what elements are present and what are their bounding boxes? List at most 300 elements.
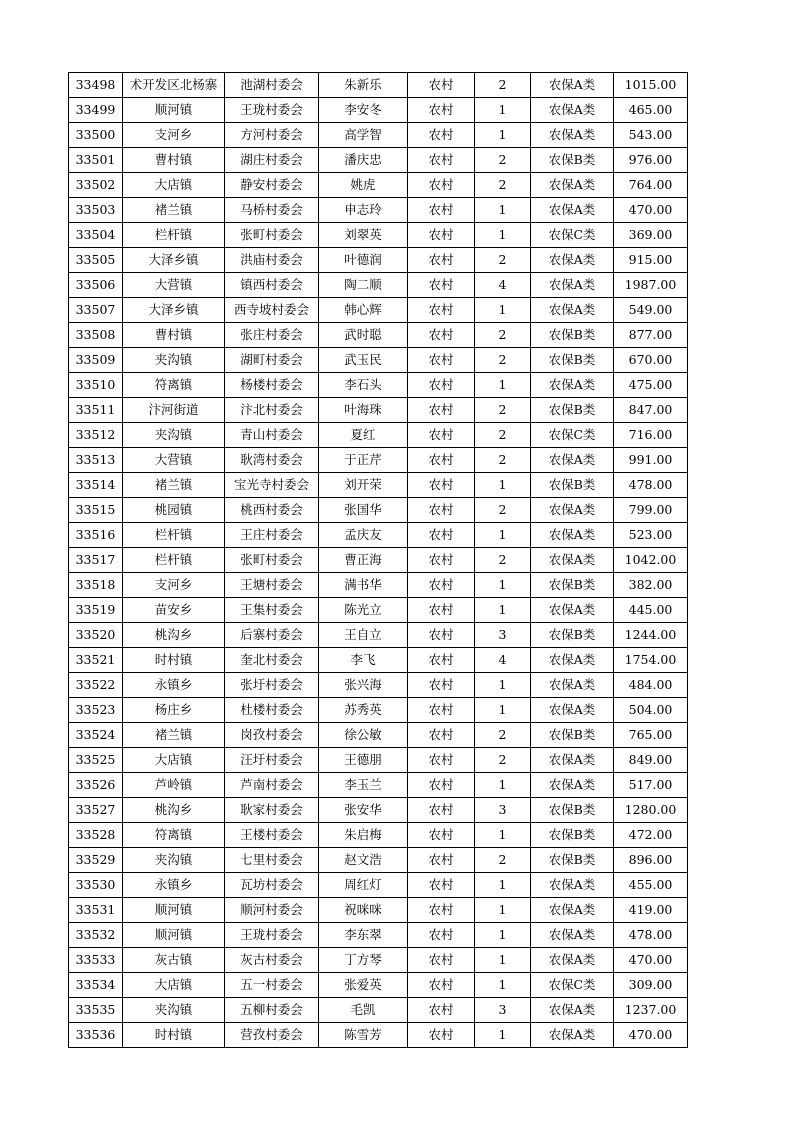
household-count-cell: 1 [475,473,531,498]
village-committee-cell: 湖町村委会 [225,348,319,373]
person-name-cell: 潘庆忠 [319,148,408,173]
village-committee-cell: 七里村委会 [225,848,319,873]
insurance-category-cell: 农保A类 [531,373,614,398]
record-id-cell: 33507 [69,298,123,323]
insurance-category-cell: 农保A类 [531,598,614,623]
person-name-cell: 徐公敏 [319,723,408,748]
person-name-cell: 毛凯 [319,998,408,1023]
table-row [69,873,688,898]
household-count-cell: 1 [475,373,531,398]
amount-cell: 1237.00 [614,998,688,1023]
amount-cell: 419.00 [614,898,688,923]
township-cell: 夹沟镇 [123,423,225,448]
household-count-cell: 2 [475,423,531,448]
record-id-cell: 33499 [69,98,123,123]
insurance-category-cell: 农保A类 [531,548,614,573]
township-cell: 夹沟镇 [123,348,225,373]
area-type-cell: 农村 [408,773,475,798]
township-cell: 苗安乡 [123,598,225,623]
person-name-cell: 李东翠 [319,923,408,948]
township-cell: 夹沟镇 [123,848,225,873]
household-count-cell: 2 [475,148,531,173]
village-committee-cell: 池湖村委会 [225,73,319,98]
township-cell: 顺河镇 [123,923,225,948]
amount-cell: 847.00 [614,398,688,423]
area-type-cell: 农村 [408,498,475,523]
insurance-category-cell: 农保A类 [531,873,614,898]
record-id-cell: 33514 [69,473,123,498]
table-body [69,73,688,1048]
amount-cell: 764.00 [614,173,688,198]
area-type-cell: 农村 [408,623,475,648]
township-cell: 大营镇 [123,448,225,473]
table-row [69,923,688,948]
person-name-cell: 李石头 [319,373,408,398]
record-id-cell: 33520 [69,623,123,648]
amount-cell: 470.00 [614,1023,688,1048]
village-committee-cell: 王集村委会 [225,598,319,623]
area-type-cell: 农村 [408,723,475,748]
amount-cell: 1015.00 [614,73,688,98]
table-row [69,973,688,998]
record-id-cell: 33528 [69,823,123,848]
township-cell: 曹村镇 [123,323,225,348]
record-id-cell: 33504 [69,223,123,248]
township-cell: 顺河镇 [123,898,225,923]
table-row [69,748,688,773]
area-type-cell: 农村 [408,698,475,723]
household-count-cell: 1 [475,523,531,548]
village-committee-cell: 营孜村委会 [225,1023,319,1048]
insurance-category-cell: 农保B类 [531,473,614,498]
village-committee-cell: 青山村委会 [225,423,319,448]
table-row [69,373,688,398]
amount-cell: 504.00 [614,698,688,723]
insurance-category-cell: 农保A类 [531,948,614,973]
person-name-cell: 韩心辉 [319,298,408,323]
record-id-cell: 33515 [69,498,123,523]
area-type-cell: 农村 [408,198,475,223]
person-name-cell: 李飞 [319,648,408,673]
area-type-cell: 农村 [408,998,475,1023]
person-name-cell: 张兴海 [319,673,408,698]
village-committee-cell: 杜楼村委会 [225,698,319,723]
record-id-cell: 33513 [69,448,123,473]
amount-cell: 472.00 [614,823,688,848]
amount-cell: 765.00 [614,723,688,748]
amount-cell: 799.00 [614,498,688,523]
village-committee-cell: 王珑村委会 [225,98,319,123]
person-name-cell: 陈光立 [319,598,408,623]
person-name-cell: 李玉兰 [319,773,408,798]
record-id-cell: 33531 [69,898,123,923]
area-type-cell: 农村 [408,548,475,573]
household-count-cell: 1 [475,298,531,323]
amount-cell: 445.00 [614,598,688,623]
record-id-cell: 33512 [69,423,123,448]
area-type-cell: 农村 [408,598,475,623]
insurance-category-cell: 农保B类 [531,848,614,873]
insurance-category-cell: 农保A类 [531,123,614,148]
insurance-category-cell: 农保A类 [531,748,614,773]
township-cell: 支河乡 [123,123,225,148]
table-row [69,498,688,523]
area-type-cell: 农村 [408,923,475,948]
record-id-cell: 33506 [69,273,123,298]
amount-cell: 991.00 [614,448,688,473]
table-row [69,1023,688,1048]
amount-cell: 470.00 [614,948,688,973]
village-committee-cell: 五一村委会 [225,973,319,998]
household-count-cell: 2 [475,548,531,573]
area-type-cell: 农村 [408,373,475,398]
township-cell: 褚兰镇 [123,723,225,748]
record-id-cell: 33519 [69,598,123,623]
insurance-category-cell: 农保A类 [531,448,614,473]
insurance-category-cell: 农保B类 [531,148,614,173]
insurance-category-cell: 农保C类 [531,423,614,448]
township-cell: 桃沟乡 [123,798,225,823]
household-count-cell: 1 [475,1023,531,1048]
area-type-cell: 农村 [408,673,475,698]
household-count-cell: 1 [475,698,531,723]
household-count-cell: 3 [475,998,531,1023]
table-row [69,623,688,648]
village-committee-cell: 宝光寺村委会 [225,473,319,498]
township-cell: 大店镇 [123,748,225,773]
village-committee-cell: 张町村委会 [225,223,319,248]
area-type-cell: 农村 [408,898,475,923]
table-row [69,648,688,673]
area-type-cell: 农村 [408,448,475,473]
village-committee-cell: 桃西村委会 [225,498,319,523]
household-count-cell: 1 [475,223,531,248]
household-count-cell: 1 [475,923,531,948]
person-name-cell: 武时聪 [319,323,408,348]
household-count-cell: 1 [475,673,531,698]
table-row [69,723,688,748]
area-type-cell: 农村 [408,1023,475,1048]
village-committee-cell: 瓦坊村委会 [225,873,319,898]
village-committee-cell: 汪圩村委会 [225,748,319,773]
household-count-cell: 1 [475,773,531,798]
amount-cell: 1244.00 [614,623,688,648]
insurance-category-cell: 农保B类 [531,323,614,348]
township-cell: 褚兰镇 [123,473,225,498]
insurance-category-cell: 农保B类 [531,348,614,373]
area-type-cell: 农村 [408,98,475,123]
amount-cell: 484.00 [614,673,688,698]
household-count-cell: 4 [475,273,531,298]
table-row [69,773,688,798]
household-count-cell: 3 [475,798,531,823]
amount-cell: 1987.00 [614,273,688,298]
insurance-category-cell: 农保A类 [531,298,614,323]
amount-cell: 670.00 [614,348,688,373]
village-committee-cell: 芦南村委会 [225,773,319,798]
township-cell: 符离镇 [123,823,225,848]
household-count-cell: 2 [475,448,531,473]
village-committee-cell: 湖庄村委会 [225,148,319,173]
person-name-cell: 叶海珠 [319,398,408,423]
area-type-cell: 农村 [408,173,475,198]
insurance-category-cell: 农保A类 [531,648,614,673]
record-id-cell: 33532 [69,923,123,948]
village-committee-cell: 西寺坡村委会 [225,298,319,323]
household-count-cell: 1 [475,198,531,223]
household-count-cell: 2 [475,73,531,98]
township-cell: 大营镇 [123,273,225,298]
person-name-cell: 叶德润 [319,248,408,273]
table-row [69,698,688,723]
amount-cell: 543.00 [614,123,688,148]
insurance-category-cell: 农保B类 [531,798,614,823]
table-row [69,998,688,1023]
person-name-cell: 王自立 [319,623,408,648]
amount-cell: 382.00 [614,573,688,598]
person-name-cell: 高学智 [319,123,408,148]
household-count-cell: 1 [475,123,531,148]
township-cell: 杨庄乡 [123,698,225,723]
insurance-category-cell: 农保A类 [531,198,614,223]
record-id-cell: 33522 [69,673,123,698]
area-type-cell: 农村 [408,473,475,498]
area-type-cell: 农村 [408,523,475,548]
amount-cell: 915.00 [614,248,688,273]
table-row [69,548,688,573]
village-committee-cell: 方河村委会 [225,123,319,148]
insurance-category-cell: 农保A类 [531,773,614,798]
person-name-cell: 孟庆友 [319,523,408,548]
township-cell: 支河乡 [123,573,225,598]
area-type-cell: 农村 [408,573,475,598]
record-id-cell: 33501 [69,148,123,173]
table-row [69,123,688,148]
village-committee-cell: 杨楼村委会 [225,373,319,398]
household-count-cell: 2 [475,248,531,273]
insurance-category-cell: 农保A类 [531,898,614,923]
table-row [69,673,688,698]
person-name-cell: 满书华 [319,573,408,598]
village-committee-cell: 张圩村委会 [225,673,319,698]
person-name-cell: 陈雪芳 [319,1023,408,1048]
table-row [69,398,688,423]
area-type-cell: 农村 [408,223,475,248]
amount-cell: 470.00 [614,198,688,223]
village-committee-cell: 汴北村委会 [225,398,319,423]
household-count-cell: 2 [475,498,531,523]
household-count-cell: 2 [475,723,531,748]
table-row [69,898,688,923]
area-type-cell: 农村 [408,323,475,348]
table-row [69,198,688,223]
township-cell: 术开发区北杨寨 [123,73,225,98]
area-type-cell: 农村 [408,648,475,673]
insurance-category-cell: 农保A类 [531,173,614,198]
amount-cell: 455.00 [614,873,688,898]
record-id-cell: 33516 [69,523,123,548]
table-row [69,298,688,323]
amount-cell: 849.00 [614,748,688,773]
area-type-cell: 农村 [408,748,475,773]
household-count-cell: 1 [475,823,531,848]
village-committee-cell: 后寨村委会 [225,623,319,648]
amount-cell: 549.00 [614,298,688,323]
township-cell: 大店镇 [123,173,225,198]
table-row [69,348,688,373]
table-row [69,248,688,273]
household-count-cell: 1 [475,973,531,998]
household-count-cell: 2 [475,848,531,873]
person-name-cell: 张国华 [319,498,408,523]
village-committee-cell: 王楼村委会 [225,823,319,848]
township-cell: 汴河街道 [123,398,225,423]
village-committee-cell: 张庄村委会 [225,323,319,348]
household-count-cell: 1 [475,98,531,123]
record-id-cell: 33525 [69,748,123,773]
record-id-cell: 33524 [69,723,123,748]
household-count-cell: 3 [475,623,531,648]
township-cell: 大泽乡镇 [123,248,225,273]
insurance-category-cell: 农保B类 [531,723,614,748]
person-name-cell: 张安华 [319,798,408,823]
insurance-category-cell: 农保A类 [531,273,614,298]
amount-cell: 465.00 [614,98,688,123]
township-cell: 时村镇 [123,1023,225,1048]
person-name-cell: 夏红 [319,423,408,448]
household-count-cell: 1 [475,873,531,898]
village-committee-cell: 灰古村委会 [225,948,319,973]
insurance-category-cell: 农保B类 [531,398,614,423]
township-cell: 桃沟乡 [123,623,225,648]
table-row [69,148,688,173]
township-cell: 永镇乡 [123,673,225,698]
township-cell: 栏杆镇 [123,223,225,248]
table-row [69,273,688,298]
amount-cell: 523.00 [614,523,688,548]
township-cell: 时村镇 [123,648,225,673]
amount-cell: 478.00 [614,473,688,498]
insurance-category-cell: 农保A类 [531,73,614,98]
record-id-cell: 33529 [69,848,123,873]
person-name-cell: 张爱英 [319,973,408,998]
record-id-cell: 33536 [69,1023,123,1048]
person-name-cell: 曹正海 [319,548,408,573]
township-cell: 大泽乡镇 [123,298,225,323]
amount-cell: 716.00 [614,423,688,448]
amount-cell: 475.00 [614,373,688,398]
household-count-cell: 2 [475,348,531,373]
insurance-category-cell: 农保A类 [531,248,614,273]
village-committee-cell: 奎北村委会 [225,648,319,673]
person-name-cell: 苏秀英 [319,698,408,723]
village-committee-cell: 耿湾村委会 [225,448,319,473]
amount-cell: 976.00 [614,148,688,173]
village-committee-cell: 洪庙村委会 [225,248,319,273]
village-committee-cell: 五柳村委会 [225,998,319,1023]
amount-cell: 877.00 [614,323,688,348]
data-table-container [68,72,688,1048]
record-id-cell: 33509 [69,348,123,373]
insurance-category-cell: 农保C类 [531,973,614,998]
person-name-cell: 朱启梅 [319,823,408,848]
table-row [69,598,688,623]
table-row [69,173,688,198]
amount-cell: 309.00 [614,973,688,998]
area-type-cell: 农村 [408,423,475,448]
township-cell: 永镇乡 [123,873,225,898]
record-id-cell: 33533 [69,948,123,973]
table-row [69,523,688,548]
amount-cell: 896.00 [614,848,688,873]
village-committee-cell: 顺河村委会 [225,898,319,923]
insurance-category-cell: 农保A类 [531,523,614,548]
village-committee-cell: 马桥村委会 [225,198,319,223]
insurance-category-cell: 农保B类 [531,823,614,848]
person-name-cell: 姚虎 [319,173,408,198]
township-cell: 符离镇 [123,373,225,398]
table-row [69,823,688,848]
household-count-cell: 2 [475,748,531,773]
insurance-category-cell: 农保A类 [531,923,614,948]
township-cell: 桃园镇 [123,498,225,523]
amount-cell: 1754.00 [614,648,688,673]
record-id-cell: 33526 [69,773,123,798]
township-cell: 栏杆镇 [123,523,225,548]
person-name-cell: 赵文浩 [319,848,408,873]
household-count-cell: 2 [475,398,531,423]
area-type-cell: 农村 [408,73,475,98]
record-id-cell: 33508 [69,323,123,348]
area-type-cell: 农村 [408,848,475,873]
data-table [68,72,688,1048]
village-committee-cell: 张町村委会 [225,548,319,573]
insurance-category-cell: 农保A类 [531,673,614,698]
table-row [69,798,688,823]
amount-cell: 369.00 [614,223,688,248]
area-type-cell: 农村 [408,798,475,823]
person-name-cell: 李安冬 [319,98,408,123]
area-type-cell: 农村 [408,398,475,423]
table-row [69,98,688,123]
table-row [69,448,688,473]
household-count-cell: 4 [475,648,531,673]
record-id-cell: 33517 [69,548,123,573]
area-type-cell: 农村 [408,273,475,298]
area-type-cell: 农村 [408,973,475,998]
person-name-cell: 刘翠英 [319,223,408,248]
person-name-cell: 王德朋 [319,748,408,773]
township-cell: 大店镇 [123,973,225,998]
record-id-cell: 33500 [69,123,123,148]
table-row [69,423,688,448]
area-type-cell: 农村 [408,248,475,273]
household-count-cell: 1 [475,573,531,598]
record-id-cell: 33523 [69,698,123,723]
record-id-cell: 33530 [69,873,123,898]
household-count-cell: 1 [475,898,531,923]
record-id-cell: 33511 [69,398,123,423]
record-id-cell: 33498 [69,73,123,98]
township-cell: 褚兰镇 [123,198,225,223]
township-cell: 芦岭镇 [123,773,225,798]
amount-cell: 517.00 [614,773,688,798]
table-row [69,223,688,248]
township-cell: 顺河镇 [123,98,225,123]
amount-cell: 1280.00 [614,798,688,823]
township-cell: 灰古镇 [123,948,225,973]
table-row [69,573,688,598]
